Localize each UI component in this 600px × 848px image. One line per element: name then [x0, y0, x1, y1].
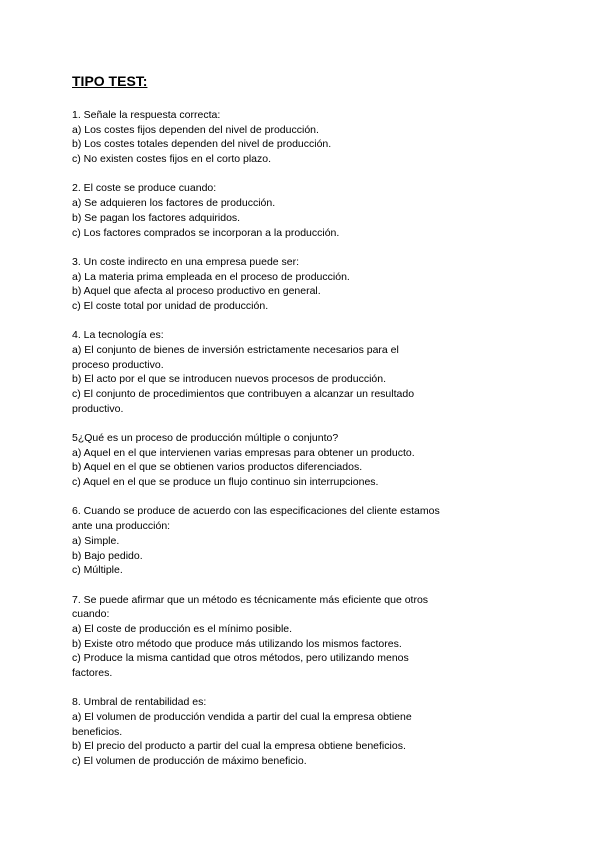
question-text: 3. Un coste indirecto en una empresa puede ser: [72, 255, 300, 268]
question-line: a) La materia prima empleada en el proceso de producción. [72, 270, 350, 283]
question-text: 7. Se puede afirmar que un método es técnicamente más eficiente que otros [72, 593, 429, 606]
question-line: b) Aquel que afecta al proceso productivo en general. [72, 285, 321, 298]
question-text: 4. La tecnología es: [72, 329, 164, 342]
question-1 [72, 108, 542, 167]
question-8 [72, 695, 542, 769]
question-line: a) El volumen de producción vendida a partir del cual la empresa obtiene [72, 711, 412, 724]
question-text: 5¿Qué es un proceso de producción múltiple o conjunto? [72, 432, 339, 445]
question-line: proceso productivo. [72, 358, 164, 371]
question-line: b) Existe otro método que produce más utilizando los mismos factores. [72, 637, 402, 650]
question-line: c) Produce la misma cantidad que otros métodos, pero utilizando menos [72, 652, 409, 665]
question-text: 6. Cuando se produce de acuerdo con las especificaciones del cliente estamos [72, 505, 440, 518]
question-line: c) Aquel en el que se produce un flujo continuo sin interrupciones. [72, 476, 379, 489]
question-line: factores. [72, 667, 113, 680]
question-line: c) Múltiple. [72, 564, 123, 577]
question-line: a) Simple. [72, 534, 120, 547]
question-line: c) El conjunto de procedimientos que contribuyen a alcanzar un resultado [72, 388, 415, 401]
question-5 [72, 431, 542, 490]
question-line: beneficios. [72, 725, 123, 738]
question-line: a) El coste de producción es el mínimo posible. [72, 622, 293, 635]
question-line: c) El volumen de producción de máximo beneficio. [72, 755, 307, 768]
question-line: b) Se pagan los factores adquiridos. [72, 211, 241, 224]
question-line: a) Los costes fijos dependen del nivel de producción. [72, 123, 319, 136]
question-line: a) Aquel en el que intervienen varias empresas para obtener un producto. [72, 446, 415, 459]
question-line: a) El conjunto de bienes de inversión estrictamente necesarios para el [72, 343, 399, 356]
question-line: productivo. [72, 402, 124, 415]
question-6 [72, 504, 542, 578]
question-line: b) El acto por el que se introducen nuevos procesos de producción. [72, 373, 387, 386]
question-line: c) Los factores comprados se incorporan a la producción. [72, 226, 340, 239]
question-3 [72, 255, 542, 314]
question-line: a) Se adquieren los factores de producción. [72, 197, 276, 210]
question-line: b) Los costes totales dependen del nivel de producción. [72, 138, 332, 151]
question-line: c) El coste total por unidad de producción. [72, 299, 269, 312]
document-page [72, 72, 542, 783]
page-title: TIPO TEST: [72, 73, 148, 89]
question-line: b) El precio del producto a partir del cual la empresa obtiene beneficios. [72, 740, 406, 753]
question-line: cuando: [72, 608, 110, 621]
question-2 [72, 181, 542, 240]
question-line: b) Bajo pedido. [72, 549, 143, 562]
question-4 [72, 328, 542, 416]
question-7 [72, 593, 542, 681]
question-line: c) No existen costes fijos en el corto plazo. [72, 153, 272, 166]
question-line: ante una producción: [72, 520, 171, 533]
question-text: 8. Umbral de rentabilidad es: [72, 696, 207, 709]
question-line: b) Aquel en el que se obtienen varios productos diferenciados. [72, 461, 363, 474]
question-text: 2. El coste se produce cuando: [72, 182, 217, 195]
question-list [72, 108, 542, 769]
question-text: 1. Señale la respuesta correcta: [72, 109, 221, 121]
